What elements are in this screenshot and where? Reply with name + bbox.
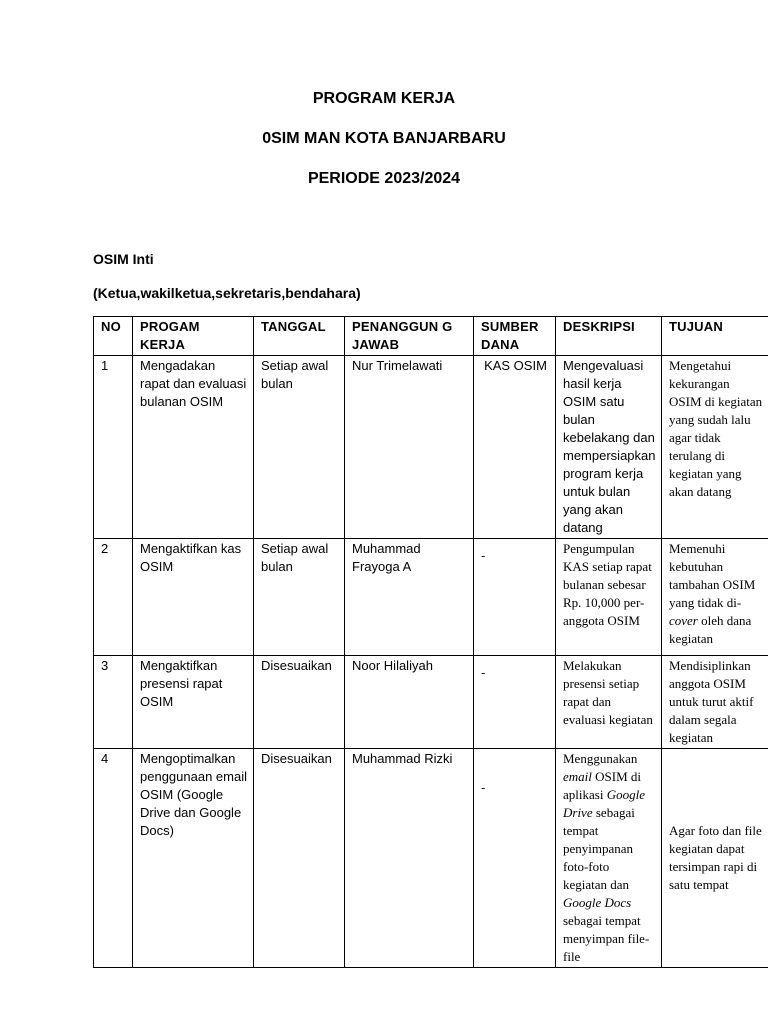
cell-no: 4 [94, 749, 133, 968]
desk-part-a: Menggunakan [563, 751, 638, 766]
cell-penanggung-jawab: Nur Trimelawati [345, 356, 474, 539]
desk-part-c: OSIM di aplikasi [563, 769, 642, 802]
table-row [94, 356, 768, 539]
header-no: NO [94, 317, 133, 356]
section-heading: OSIM Inti [93, 251, 154, 267]
cell-program: Mengaktifkan kas OSIM [133, 539, 254, 656]
tujuan-text-end: oleh dana kegiatan [669, 613, 752, 646]
header-sumber-dana: SUMBER DANA [474, 317, 556, 356]
desk-part-g: sebagai tempat menyimpan file-file [563, 913, 650, 964]
desk-part-f: Google Docs [563, 895, 632, 910]
cell-penanggung-jawab: Muhammad Rizki [345, 749, 474, 968]
cell-tujuan: Mengetahui kekurangan OSIM di kegiatan yang sudah lalu agar tidak terulang di kegiatan yang akan datang [662, 356, 768, 539]
cell-sumber-dana: KAS OSIM [474, 356, 556, 539]
cell-no: 3 [94, 656, 133, 749]
cell-sumber-dana: - [474, 656, 556, 749]
cell-penanggung-jawab: Muhammad Frayoga A [345, 539, 474, 656]
cell-no: 1 [94, 356, 133, 539]
table-row [94, 749, 768, 968]
cell-program: Mengaktifkan presensi rapat OSIM [133, 656, 254, 749]
section-subheading: (Ketua,wakilketua,sekretaris,bendahara) [93, 285, 361, 301]
cell-tujuan: Mendisiplinkan anggota OSIM untuk turut aktif dalam segala kegiatan [662, 656, 768, 749]
cell-program: Mengoptimalkan penggunaan email OSIM (Google Drive dan Google Docs) [133, 749, 254, 968]
cell-sumber-dana: - [474, 749, 556, 968]
table-row [94, 539, 768, 656]
cell-program: Mengadakan rapat dan evaluasi bulanan OSIM [133, 356, 254, 539]
header-tujuan: TUJUAN [662, 317, 768, 356]
cell-penanggung-jawab: Noor Hilaliyah [345, 656, 474, 749]
cell-sumber-dana: - [474, 539, 556, 656]
period-title: PERIODE 2023/2024 [307, 170, 461, 187]
cell-tanggal: Disesuaikan [254, 656, 345, 749]
cell-tanggal: Setiap awal bulan [254, 356, 345, 539]
program-table [93, 316, 768, 968]
desk-part-b: email [563, 769, 592, 784]
desk-part-e: sebagai tempat penyimpanan foto-foto kegiatan dan [563, 805, 635, 892]
organization-title: 0SIM MAN KOTA BANJARBARU [262, 130, 506, 147]
header-program: PROGAM KERJA [133, 317, 254, 356]
cell-deskripsi [556, 749, 662, 968]
tujuan-text-emphasis: cover [669, 613, 698, 628]
desk-part-d: Google Drive [563, 787, 645, 820]
cell-tujuan: Agar foto dan file kegiatan dapat tersimpan rapi di satu tempat [662, 749, 768, 968]
header-penanggung-jawab: PENANGGUN G JAWAB [345, 317, 474, 356]
cell-tanggal: Disesuaikan [254, 749, 345, 968]
header-deskripsi: DESKRIPSI [556, 317, 662, 356]
cell-deskripsi: Mengevaluasi hasil kerja OSIM satu bulan kebelakang dan mempersiapkan program kerja untuk bulan yang akan datang [556, 356, 662, 539]
header-tanggal: TANGGAL [254, 317, 345, 356]
cell-deskripsi: Pengumpulan KAS setiap rapat bulanan sebesar Rp. 10,000 per-anggota OSIM [556, 539, 662, 656]
cell-no: 2 [94, 539, 133, 656]
table-header-row [94, 317, 768, 356]
table-row [94, 656, 768, 749]
cell-deskripsi: Melakukan presensi setiap rapat dan evaluasi kegiatan [556, 656, 662, 749]
tujuan-text-start: Memenuhi kebutuhan tambahan OSIM yang tidak di- [669, 541, 756, 610]
cell-tanggal: Setiap awal bulan [254, 539, 345, 656]
cell-tujuan [662, 539, 768, 656]
page-title: PROGRAM KERJA [312, 90, 456, 107]
